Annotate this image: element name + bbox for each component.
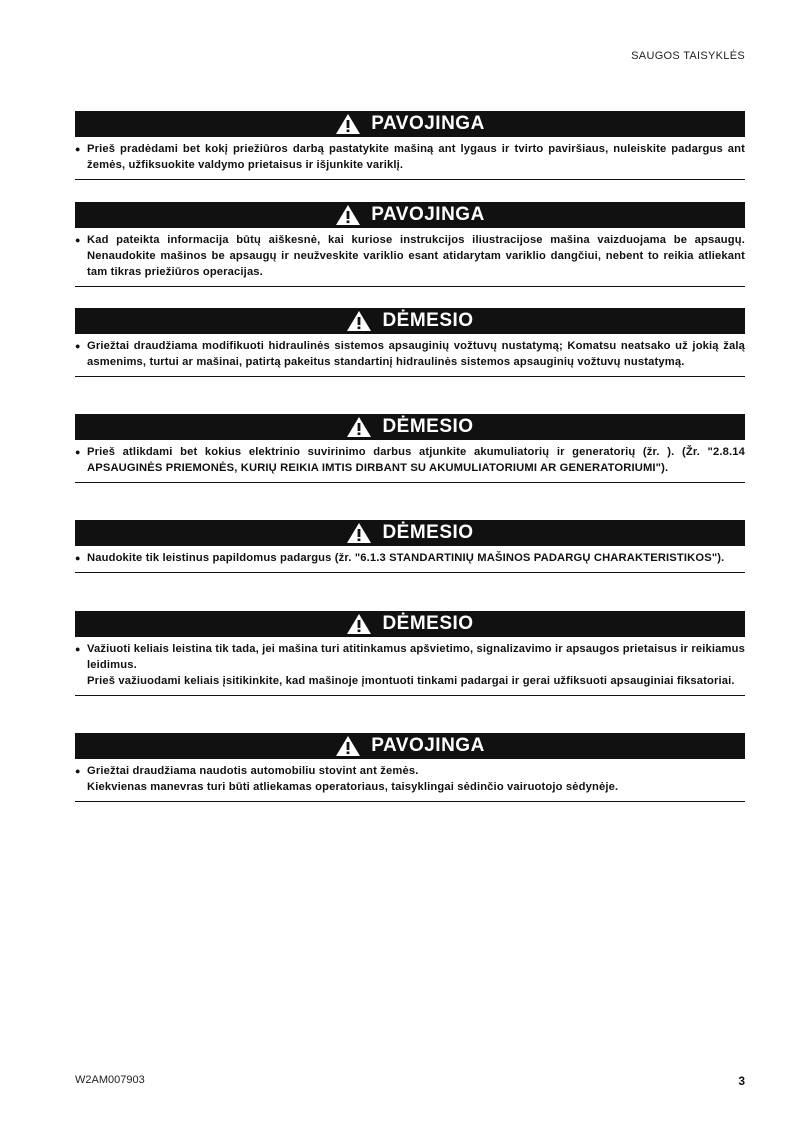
notice-title-bar: [75, 611, 745, 637]
notice-heading: DĖMESIO: [382, 522, 474, 543]
notice-heading: PAVOJINGA: [371, 113, 485, 134]
notice-list-item: [75, 641, 745, 689]
warning-triangle-icon: [346, 522, 372, 544]
caution-notice: [75, 611, 745, 696]
notice-heading: PAVOJINGA: [371, 204, 485, 225]
notice-title-bar: [75, 414, 745, 440]
warning-triangle-icon: [335, 113, 361, 135]
caution-notice: [75, 414, 745, 483]
caution-notice: [75, 308, 745, 377]
warning-triangle-icon: [335, 204, 361, 226]
notice-title-bar: [75, 111, 745, 137]
bullet-icon: ●: [75, 553, 81, 563]
bullet-icon: ●: [75, 341, 81, 351]
notice-heading: DĖMESIO: [382, 416, 474, 437]
notice-text: Prieš atlikdami bet kokius elektrinio suvirinimo darbus atjunkite akumuliatorių ir generatorių (žr. ). (Žr. "2.8.14 APSAUGINĖS PRIEMONĖS, KURIŲ REIKIA IMTIS DIRBANT SU AKUMULIATORIUMI AR GENERATORIUMI").: [87, 446, 745, 474]
notice-title-bar: [75, 308, 745, 334]
notice-text: Kiekvienas manevras turi būti atliekamas operatoriaus, taisyklingai sėdinčio vairuotojo sėdynėje.: [87, 781, 619, 793]
danger-notice: [75, 733, 745, 802]
notice-list: [75, 444, 745, 476]
warning-triangle-icon: [346, 310, 372, 332]
page-number: 3: [738, 1074, 745, 1088]
notice-list-item: [75, 763, 745, 795]
page-header-title: SAUGOS TAISYKLĖS: [631, 50, 745, 62]
bullet-icon: ●: [75, 766, 81, 776]
notice-list: [75, 141, 745, 173]
notice-title-bar: [75, 202, 745, 228]
notice-list: [75, 338, 745, 370]
notice-list-item: [75, 232, 745, 280]
notice-text: Naudokite tik leistinus papildomus padargus (žr. "6.1.3 STANDARTINIŲ MAŠINOS PADARGŲ CHARAKTERISTIKOS").: [87, 552, 725, 564]
notice-list-item: [75, 550, 745, 566]
bullet-icon: ●: [75, 235, 81, 245]
caution-notice: [75, 520, 745, 573]
notice-list: [75, 763, 745, 795]
notice-heading: DĖMESIO: [382, 613, 474, 634]
notice-list: [75, 232, 745, 280]
notice-text: Prieš važiuodami keliais įsitikinkite, kad mašinoje įmontuoti tinkami padargai ir gerai užfiksuoti apsauginiai fiksatoriai.: [87, 675, 735, 687]
notice-list-item: [75, 141, 745, 173]
danger-notice: [75, 111, 745, 180]
notice-text: Prieš pradėdami bet kokį priežiūros darbą pastatykite mašiną ant lygaus ir tvirto paviršiaus, nuleiskite padargus ant žemės, užfiksuokite valdymo prietaisus ir išjunkite variklį.: [87, 143, 745, 171]
notice-text: Važiuoti keliais leistina tik tada, jei mašina turi atitinkamus apšvietimo, signalizavimo ir apsaugos prietaisus ir reikiamus leidimus.: [87, 643, 745, 671]
notice-title-bar: [75, 733, 745, 759]
bullet-icon: ●: [75, 644, 81, 654]
notice-list: [75, 641, 745, 689]
notice-list: [75, 550, 745, 566]
notice-title-bar: [75, 520, 745, 546]
bullet-icon: ●: [75, 447, 81, 457]
notice-text: Griežtai draudžiama modifikuoti hidraulinės sistemos apsauginių vožtuvų nustatymą; Komatsu neatsako už jokią žalą asmenims, turtui ar mašinai, patirtą pakeitus standartinį hidraulinės sistemos apsauginių vožtuvų nustatymą.: [87, 340, 745, 368]
notice-text: Griežtai draudžiama naudotis automobiliu stovint ant žemės.: [87, 765, 419, 777]
notice-heading: DĖMESIO: [382, 310, 474, 331]
notice-list-item: [75, 338, 745, 370]
bullet-icon: ●: [75, 144, 81, 154]
warning-triangle-icon: [346, 416, 372, 438]
notice-heading: PAVOJINGA: [371, 735, 485, 756]
danger-notice: [75, 202, 745, 287]
notice-text: Kad pateikta informacija būtų aiškesnė, kai kuriose instrukcijos iliustracijose mašina vaizduojama be apsaugų. Nenaudokite mašinos be apsaugų ir neužveskite variklio esant atidarytam variklio dangčiui, nebent to reikia atliekant tam tikras priežiūros operacijas.: [87, 234, 745, 278]
notice-list-item: [75, 444, 745, 476]
warning-triangle-icon: [346, 613, 372, 635]
document-code: W2AM007903: [75, 1074, 145, 1086]
warning-triangle-icon: [335, 735, 361, 757]
